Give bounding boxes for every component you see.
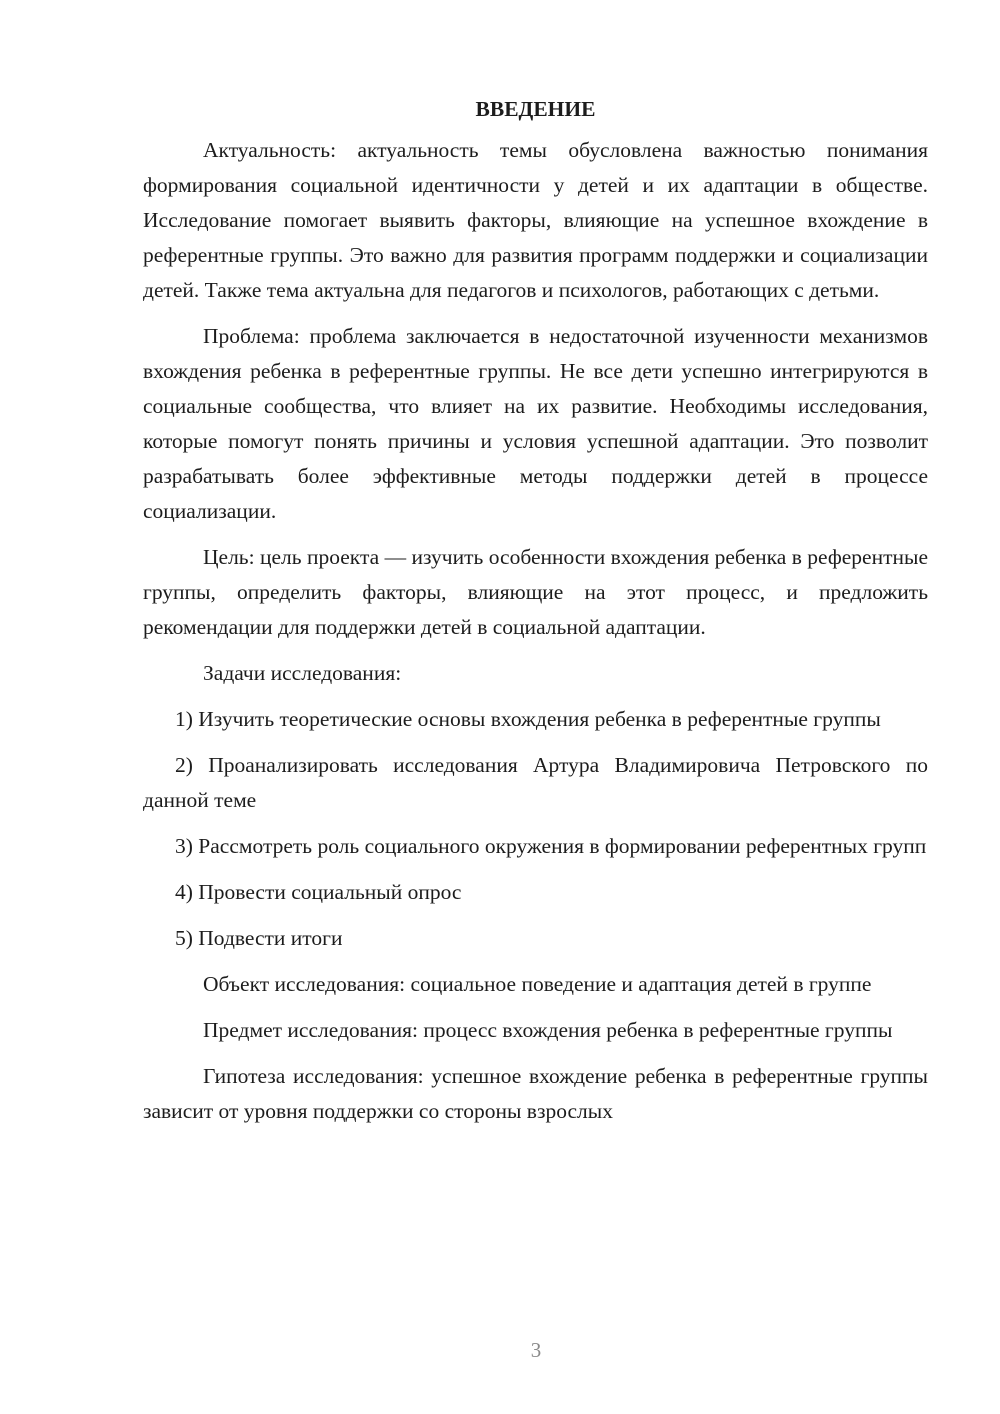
problem-paragraph: Проблема: проблема заключается в недостаточной изученности механизмов вхождения ребенка в референтные группы. Не все дети успешно интегрируются в социальные сообщества, что влияет на их развитие. Необходимы исследования, которые помогут понять причины и условия успешной адаптации. Это позволит разрабатывать более эффективные методы поддержки детей в процессе социализации. (143, 324, 928, 523)
task-item-4: 4) Провести социальный опрос (175, 880, 462, 904)
goal-paragraph: Цель: цель проекта — изучить особенности вхождения ребенка в референтные группы, определить факторы, влияющие на этот процесс, и предложить рекомендации для поддержки детей в социальной адаптации. (143, 545, 928, 639)
task-item-5: 5) Подвести итоги (175, 926, 343, 950)
hypothesis-paragraph: Гипотеза исследования: успешное вхождение ребенка в референтные группы зависит от уровня поддержки со стороны взрослых (143, 1064, 928, 1123)
page-title: ВВЕДЕНИЕ (475, 97, 596, 121)
page-number: 3 (530, 1338, 542, 1362)
task-item-2: 2) Проанализировать исследования Артура Владимировича Петровского по данной теме (143, 753, 928, 812)
document-page (143, 92, 928, 1129)
task-item-1: 1) Изучить теоретические основы вхождения ребенка в референтные группы (175, 707, 881, 731)
tasks-heading: Задачи исследования: (203, 661, 402, 685)
relevance-paragraph: Актуальность: актуальность темы обусловлена важностью понимания формирования социальной идентичности у детей и их адаптации в обществе. Исследование помогает выявить факторы, влияющие на успешное вхождение в референтные группы. Это важно для развития программ поддержки и социализации детей. Также тема актуальна для педагогов и психологов, работающих с детьми. (143, 138, 928, 302)
object-paragraph: Объект исследования: социальное поведение и адаптация детей в группе (203, 972, 872, 996)
subject-paragraph: Предмет исследования: процесс вхождения ребенка в референтные группы (203, 1018, 893, 1042)
task-item-3: 3) Рассмотреть роль социального окружения в формировании референтных групп (175, 834, 927, 858)
